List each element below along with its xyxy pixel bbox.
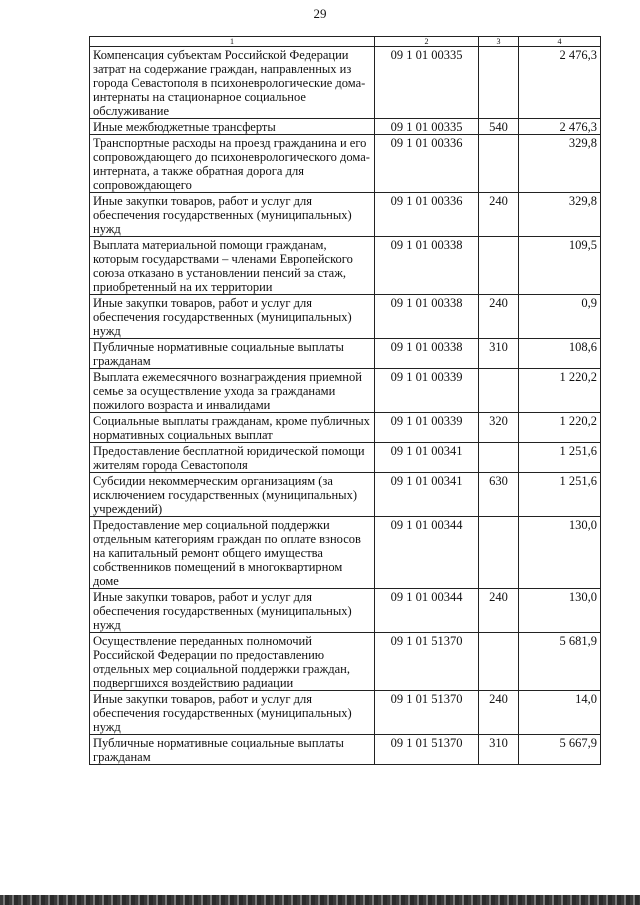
row-code-cell: 09 1 01 00335 (375, 119, 479, 135)
table-header-row (90, 37, 601, 47)
row-amount-cell: 5 667,9 (519, 735, 601, 765)
row-code-cell: 09 1 01 00338 (375, 295, 479, 339)
row-name-cell: Предоставление бесплатной юридической помощи жителям города Севастополя (90, 443, 375, 473)
row-name-cell: Осуществление переданных полномочий Российской Федерации по предоставлению отдельных мер социальной поддержки граждан, подвергшихся воздействию радиации (90, 633, 375, 691)
table-row (90, 691, 601, 735)
row-name-cell: Социальные выплаты гражданам, кроме публичных нормативных социальных выплат (90, 413, 375, 443)
row-name-cell: Публичные нормативные социальные выплаты гражданам (90, 339, 375, 369)
row-amount-cell: 130,0 (519, 589, 601, 633)
row-code-cell: 09 1 01 00339 (375, 369, 479, 413)
row-name-cell: Иные закупки товаров, работ и услуг для обеспечения государственных (муниципальных) нужд (90, 589, 375, 633)
row-name-cell: Иные закупки товаров, работ и услуг для обеспечения государственных (муниципальных) нужд (90, 193, 375, 237)
row-amount-cell: 109,5 (519, 237, 601, 295)
column-header-4: 4 (519, 37, 601, 47)
table-row (90, 339, 601, 369)
table-row (90, 443, 601, 473)
page-number: 29 (313, 6, 327, 21)
row-amount-cell: 2 476,3 (519, 119, 601, 135)
table-row (90, 47, 601, 119)
row-type-cell: 240 (479, 589, 519, 633)
row-type-cell (479, 47, 519, 119)
row-code-cell: 09 1 01 00336 (375, 193, 479, 237)
row-amount-cell: 329,8 (519, 193, 601, 237)
table-row (90, 135, 601, 193)
row-name-cell: Иные закупки товаров, работ и услуг для обеспечения государственных (муниципальных) нужд (90, 295, 375, 339)
row-code-cell: 09 1 01 00344 (375, 517, 479, 589)
row-name-cell: Иные межбюджетные трансферты (90, 119, 375, 135)
row-type-cell: 310 (479, 339, 519, 369)
row-code-cell: 09 1 01 00338 (375, 339, 479, 369)
table-row (90, 633, 601, 691)
row-code-cell: 09 1 01 00341 (375, 443, 479, 473)
row-amount-cell: 130,0 (519, 517, 601, 589)
budget-table (89, 36, 601, 765)
table-row (90, 589, 601, 633)
row-code-cell: 09 1 01 00341 (375, 473, 479, 517)
row-amount-cell: 108,6 (519, 339, 601, 369)
row-code-cell: 09 1 01 00339 (375, 413, 479, 443)
table-row (90, 735, 601, 765)
column-header-3: 3 (479, 37, 519, 47)
row-name-cell: Предоставление мер социальной поддержки отдельным категориям граждан по оплате взносов на капитальный ремонт общего имущества собственников помещений в многоквартирном доме (90, 517, 375, 589)
table-row (90, 237, 601, 295)
row-type-cell: 540 (479, 119, 519, 135)
row-amount-cell: 1 220,2 (519, 413, 601, 443)
table-row (90, 413, 601, 443)
row-amount-cell: 329,8 (519, 135, 601, 193)
row-code-cell: 09 1 01 00336 (375, 135, 479, 193)
row-name-cell: Иные закупки товаров, работ и услуг для обеспечения государственных (муниципальных) нужд (90, 691, 375, 735)
row-code-cell: 09 1 01 51370 (375, 735, 479, 765)
row-code-cell: 09 1 01 00344 (375, 589, 479, 633)
row-amount-cell: 5 681,9 (519, 633, 601, 691)
table-row (90, 295, 601, 339)
row-amount-cell: 14,0 (519, 691, 601, 735)
row-name-cell: Субсидии некоммерческим организациям (за исключением государственных (муниципальных) учреждений) (90, 473, 375, 517)
row-type-cell: 240 (479, 691, 519, 735)
row-type-cell (479, 369, 519, 413)
row-type-cell (479, 237, 519, 295)
row-amount-cell: 1 220,2 (519, 369, 601, 413)
row-code-cell: 09 1 01 51370 (375, 691, 479, 735)
row-name-cell: Публичные нормативные социальные выплаты гражданам (90, 735, 375, 765)
table-row (90, 119, 601, 135)
row-type-cell: 240 (479, 193, 519, 237)
row-type-cell: 240 (479, 295, 519, 339)
table-body (90, 47, 601, 765)
table-row (90, 517, 601, 589)
row-name-cell: Компенсация субъектам Российской Федерации затрат на содержание граждан, направленных из города Севастополя в психоневрологические дома-интернаты на стационарное социальное обслуживание (90, 47, 375, 119)
row-type-cell (479, 443, 519, 473)
table-row (90, 193, 601, 237)
row-type-cell: 630 (479, 473, 519, 517)
row-type-cell: 320 (479, 413, 519, 443)
table-row (90, 473, 601, 517)
row-type-cell (479, 517, 519, 589)
row-name-cell: Выплата ежемесячного вознаграждения приемной семье за осуществление ухода за гражданами пожилого возраста и инвалидами (90, 369, 375, 413)
row-type-cell: 310 (479, 735, 519, 765)
column-header-1: 1 (90, 37, 375, 47)
row-amount-cell: 1 251,6 (519, 443, 601, 473)
table-row (90, 369, 601, 413)
row-name-cell: Транспортные расходы на проезд гражданина и его сопровождающего до психоневрологического дома-интерната, а также обратная дорога для сопровождающего (90, 135, 375, 193)
row-amount-cell: 2 476,3 (519, 47, 601, 119)
scan-edge-bar (0, 895, 640, 905)
row-type-cell (479, 633, 519, 691)
row-code-cell: 09 1 01 00335 (375, 47, 479, 119)
row-amount-cell: 0,9 (519, 295, 601, 339)
row-code-cell: 09 1 01 51370 (375, 633, 479, 691)
row-code-cell: 09 1 01 00338 (375, 237, 479, 295)
column-header-2: 2 (375, 37, 479, 47)
row-amount-cell: 1 251,6 (519, 473, 601, 517)
row-name-cell: Выплата материальной помощи гражданам, которым государствами – членами Европейского союза отказано в установлении пенсий за стаж, приобретенный на их территории (90, 237, 375, 295)
row-type-cell (479, 135, 519, 193)
